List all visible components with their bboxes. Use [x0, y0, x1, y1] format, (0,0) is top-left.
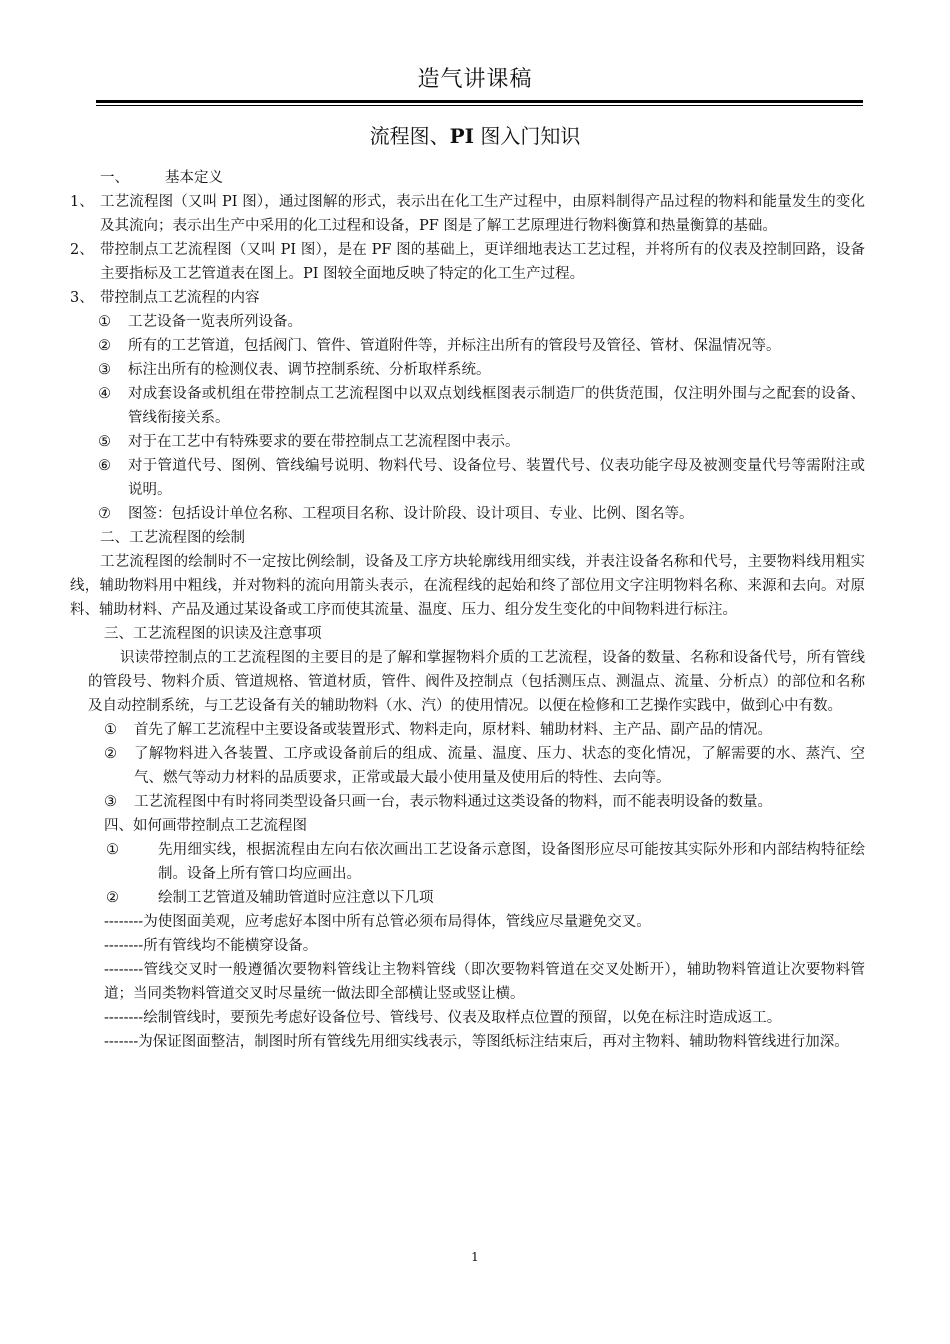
drawing-note: --------为使图面美观，应考虑好本图中所有总管必须布局得体，管线应尽量避免交叉。 [104, 914, 651, 930]
page-header-title: 造气讲课稿 [417, 67, 533, 92]
content-subitem [70, 382, 865, 430]
reading-item [70, 790, 865, 814]
subitem-text: 对成套设备或机组在带控制点工艺流程图中以双点划线框图表示制造厂的供货范围，仅注明外围与之配套的设备、管线衔接关系。 [128, 386, 865, 426]
section-1-heading-text: 基本定义 [165, 170, 223, 186]
reading-item-text: 了解物料进入各装置、工序或设备前后的组成、流量、温度、压力、状态的变化情况，了解需要的水、蒸汽、空气、燃气等动力材料的品质要求，正常或最大最小使用量及使用后的特性、去向等。 [134, 746, 865, 786]
subitem-mark: ① [98, 314, 111, 330]
document-title-bold: PI [449, 124, 475, 148]
reading-item-text: 工艺流程图中有时将同类型设备只画一台，表示物料通过这类设备的物料，而不能表明设备的数量。 [134, 794, 772, 810]
drawing-note: --------管线交叉时一般遵循次要物料管线让主物料管线（即次要物料管道在交叉处断开），辅助物料管道让次要物料管道；当同类物料管道交叉时尽量统一做法即全部横让竖或竖让横。 [104, 962, 865, 1002]
subitem-text: 图签：包括设计单位名称、工程项目名称、设计阶段、设计项目、专业、比例、图名等。 [128, 506, 694, 522]
document-title [0, 120, 950, 149]
definition-item-text: 工艺流程图（又叫 PI 图），通过图解的形式，表示出在化工生产过程中，由原料制得产品过程的物料和能量发生的变化及其流向；表示出生产中采用的化工过程和设备，PF 图是了解工艺原理进行物料衡算和热量衡算的基础。 [100, 194, 865, 234]
section-2-heading: 二、工艺流程图的绘制 [100, 530, 245, 546]
definition-item [70, 190, 865, 238]
section-4-heading: 四、如何画带控制点工艺流程图 [104, 818, 307, 834]
content-subitem [70, 358, 865, 382]
drawing-item [70, 838, 865, 886]
subitem-mark: ⑤ [98, 434, 111, 450]
drawing-item [70, 886, 865, 910]
section-3-heading: 三、工艺流程图的识读及注意事项 [104, 626, 322, 642]
reading-item-mark: ② [104, 746, 117, 762]
document-title-part2: 图入门知识 [474, 124, 581, 148]
drawing-note: --------所有管线均不能横穿设备。 [104, 938, 318, 954]
subitem-mark: ⑦ [98, 506, 111, 522]
drawing-item-mark: ① [106, 842, 119, 858]
section-2-paragraph: 工艺流程图的绘制时不一定按比例绘制，设备及工序方块轮廓线用细实线，并表注设备名称和代号，主要物料线用粗实线，辅助物料用中粗线，并对物料的流向用箭头表示，在流程线的起始和终了部位用文字注明物料名称、来源和去向。对原料、辅助材料、产品及通过某设备或工序而使其流量、温度、压力、组分发生变化的中间物料进行标注。 [70, 554, 865, 618]
definition-item-text: 带控制点工艺流程图（又叫 PI 图），是在 PF 图的基础上，更详细地表达工艺过程，并将所有的仪表及控制回路，设备主要指标及工艺管道表在图上。PI 图较全面地反映了特定的化工生产过程。 [100, 242, 865, 282]
header-rule-thick [96, 100, 863, 103]
document-body [70, 166, 865, 1054]
definition-item-number: 1、 [70, 194, 94, 210]
drawing-note: -------为保证图面整洁，制图时所有管线先用细实线表示，等图纸标注结束后，再对主物料、辅助物料管线进行加深。 [104, 1034, 849, 1050]
drawing-note: --------绘制管线时，要预先考虑好设备位号、管线号、仪表及取样点位置的预留，以免在标注时造成返工。 [104, 1010, 782, 1026]
definition-item [70, 286, 865, 310]
definition-item-number: 2、 [70, 242, 94, 258]
drawing-item-mark: ② [106, 890, 119, 906]
section-1-heading [70, 166, 865, 190]
reading-item-mark: ① [104, 722, 117, 738]
subitem-mark: ② [98, 338, 111, 354]
reading-item [70, 742, 865, 790]
subitem-mark: ③ [98, 362, 111, 378]
subitem-mark: ⑥ [98, 458, 111, 474]
definition-item-number: 3、 [70, 290, 94, 306]
drawing-item-text: 先用细实线，根据流程由左向右依次画出工艺设备示意图，设备图形应尽可能按其实际外形和内部结构特征绘制。设备上所有管口均应画出。 [158, 842, 865, 882]
content-subitem [70, 502, 865, 526]
subitem-mark: ④ [98, 386, 111, 402]
section-1-heading-number: 一、 [100, 170, 129, 186]
reading-item [70, 718, 865, 742]
content-subitem [70, 334, 865, 358]
content-subitem [70, 430, 865, 454]
subitem-text: 工艺设备一览表所列设备。 [128, 314, 302, 330]
content-subitem [70, 454, 865, 502]
subitem-text: 对于管道代号、图例、管线编号说明、物料代号、设备位号、装置代号、仪表功能字母及被测变量代号等需附注或说明。 [128, 458, 865, 498]
subitem-text: 标注出所有的检测仪表、调节控制系统、分析取样系统。 [128, 362, 491, 378]
definition-item [70, 238, 865, 286]
definition-item-text: 带控制点工艺流程的内容 [100, 290, 260, 306]
drawing-item-text: 绘制工艺管道及辅助管道时应注意以下几项 [158, 890, 434, 906]
section-3-paragraph: 识读带控制点的工艺流程图的主要目的是了解和掌握物料介质的工艺流程，设备的数量、名称和设备代号，所有管线的管段号、物料介质、管道规格、管道材质，管件、阀件及控制点（包括测压点、测温点、流量、分析点）的部位和名称及自动控制系统，与工艺设备有关的辅助物料（水、汽）的使用情况。以便在检修和工艺操作实践中，做到心中有数。 [88, 650, 865, 714]
document-title-part1: 流程图、 [369, 124, 450, 148]
reading-item-text: 首先了解工艺流程中主要设备或装置形式、物料走向，原材料、辅助材料、主产品、副产品的情况。 [134, 722, 772, 738]
subitem-text: 对于在工艺中有特殊要求的要在带控制点工艺流程图中表示。 [128, 434, 520, 450]
content-subitem [70, 310, 865, 334]
subitem-text: 所有的工艺管道，包括阀门、管件、管道附件等，并标注出所有的管段号及管径、管材、保温情况等。 [128, 338, 781, 354]
page-number: 1 [471, 1250, 479, 1264]
header-rule-thin [96, 105, 863, 106]
reading-item-mark: ③ [104, 794, 117, 810]
